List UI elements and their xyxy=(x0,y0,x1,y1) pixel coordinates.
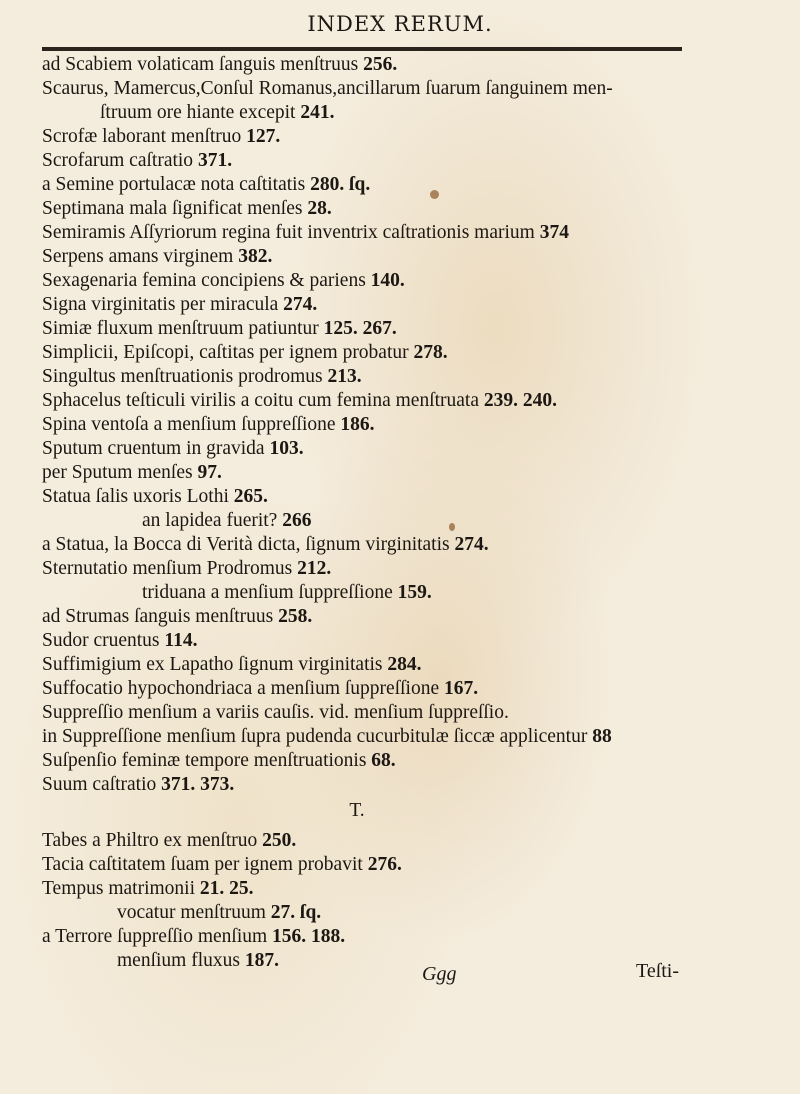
entry-text: Simiæ fluxum menſtruum patiuntur xyxy=(42,318,319,339)
entry-text: Tempus matrimonii xyxy=(42,878,195,899)
index-entry xyxy=(42,221,732,245)
index-entry xyxy=(42,725,732,749)
page-reference: 114. xyxy=(164,630,198,651)
index-entry xyxy=(42,317,732,341)
entry-text: Sexagenaria femina concipiens & pariens xyxy=(42,270,366,291)
entry-text: Scrofarum caſtratio xyxy=(42,150,194,171)
section-letter xyxy=(42,799,732,823)
page-reference: 374 xyxy=(539,222,569,243)
entry-text: Tabes a Philtro ex menſtruo xyxy=(42,830,258,851)
entry-text: Serpens amans virginem xyxy=(42,246,234,267)
index-entry xyxy=(42,901,732,925)
page-reference: 140. xyxy=(370,270,405,291)
page-reference: 21. 25. xyxy=(199,878,254,899)
index-entry xyxy=(42,197,732,221)
page-reference: 213. xyxy=(327,366,362,387)
index-entry xyxy=(42,925,732,949)
index-entry xyxy=(42,485,732,509)
page-reference: 258. xyxy=(278,606,313,627)
entry-text: Scaurus, Mamercus,Conſul Romanus,ancillarum ſuarum ſanguinem men- xyxy=(42,78,613,99)
page-reference: 156. 188. xyxy=(272,926,346,947)
entry-text: Spina ventoſa a menſium ſuppreſſione xyxy=(42,414,336,435)
index-entries xyxy=(42,53,732,973)
entry-text: a Semine portulacæ nota caſtitatis xyxy=(42,174,306,195)
page-reference: 241. xyxy=(300,102,335,123)
page-reference: 265. xyxy=(233,486,268,507)
entry-text: Semiramis Aſſyriorum regina fuit inventrix caſtrationis marium xyxy=(42,222,535,243)
index-entry xyxy=(42,245,732,269)
page-reference: 274. xyxy=(454,534,489,555)
entry-text: ad Strumas ſanguis menſtruus xyxy=(42,606,274,627)
page-reference: 284. xyxy=(387,654,422,675)
ink-stain xyxy=(430,190,439,199)
entry-text: a Terrore ſuppreſſio menſium xyxy=(42,926,268,947)
index-entry xyxy=(42,829,732,853)
entry-text: Sphacelus teſticuli virilis a coitu cum femina menſtruata xyxy=(42,390,479,411)
page-reference: 27. ſq. xyxy=(270,902,322,923)
entry-text: Suum caſtratio xyxy=(42,774,157,795)
index-entry xyxy=(42,581,732,605)
entry-text: triduana a menſium ſuppreſſione xyxy=(142,582,393,603)
entry-text: an lapidea fuerit? xyxy=(142,510,278,531)
index-entry xyxy=(42,557,732,581)
ink-stain xyxy=(449,523,455,531)
page-reference: 280. ſq. xyxy=(310,174,371,195)
page-reference: 276. xyxy=(367,854,402,875)
entry-text: Scrofæ laborant menſtruo xyxy=(42,126,242,147)
index-entry xyxy=(42,877,732,901)
entry-text: Signa virginitatis per miracula xyxy=(42,294,279,315)
page-reference: 127. xyxy=(246,126,281,147)
entry-text: T. xyxy=(349,800,365,821)
entry-text: Statua ſalis uxoris Lothi xyxy=(42,486,229,507)
entry-text: Tacia caſtitatem ſuam per ignem probavit xyxy=(42,854,363,875)
entry-text: Septimana mala ſignificat menſes xyxy=(42,198,303,219)
entry-text: Suppreſſio menſium a variis cauſis. vid. menſium ſuppreſſio. xyxy=(42,702,509,723)
entry-text: per Sputum menſes xyxy=(42,462,193,483)
entry-text: Simplicii, Epiſcopi, caſtitas per ignem probatur xyxy=(42,342,409,363)
entry-text: ſtruum ore hiante excepit xyxy=(100,102,296,123)
index-entry xyxy=(42,533,732,557)
index-entry xyxy=(42,653,732,677)
page-reference: 28. xyxy=(307,198,332,219)
index-entry xyxy=(42,509,732,533)
entry-text: in Suppreſſione menſium ſupra pudenda cucurbitulæ ſiccæ applicentur xyxy=(42,726,588,747)
page-reference: 186. xyxy=(340,414,375,435)
page-reference: 256. xyxy=(363,54,398,75)
index-entry xyxy=(42,77,732,101)
index-entry xyxy=(42,629,732,653)
entry-text: ad Scabiem volaticam ſanguis menſtruus xyxy=(42,54,359,75)
page-reference: 266 xyxy=(282,510,312,531)
entry-text: a Statua, la Bocca di Verità dicta, ſignum virginitatis xyxy=(42,534,450,555)
index-entry xyxy=(42,853,732,877)
index-entry xyxy=(42,173,732,197)
entry-text: Suffimigium ex Lapatho ſignum virginitatis xyxy=(42,654,383,675)
index-entry xyxy=(42,365,732,389)
index-entry xyxy=(42,949,732,973)
page-reference: 187. xyxy=(244,950,279,971)
entry-text: Sputum cruentum in gravida xyxy=(42,438,265,459)
page-reference: 382. xyxy=(238,246,273,267)
index-entry xyxy=(42,269,732,293)
page-reference: 68. xyxy=(371,750,396,771)
page-reference: 97. xyxy=(197,462,222,483)
index-entry xyxy=(42,773,732,797)
index-entry xyxy=(42,125,732,149)
index-entry xyxy=(42,389,732,413)
page-title: INDEX RERUM. xyxy=(307,12,493,36)
entry-text: vocatur menſtruum xyxy=(117,902,266,923)
signature-mark: Ggg xyxy=(422,963,457,985)
page-reference: 239. 240. xyxy=(483,390,557,411)
page-reference: 125. 267. xyxy=(323,318,397,339)
index-entry xyxy=(42,677,732,701)
page-reference: 274. xyxy=(283,294,318,315)
catchword: Teſti- xyxy=(636,960,680,982)
index-entry xyxy=(42,749,732,773)
entry-text: Suffocatio hypochondriaca a menſium ſuppreſſione xyxy=(42,678,440,699)
index-entry xyxy=(42,341,732,365)
header-rule xyxy=(42,47,682,51)
page-reference: 371. 373. xyxy=(161,774,235,795)
index-entry xyxy=(42,101,732,125)
page-reference: 278. xyxy=(413,342,448,363)
entry-text: Suſpenſio feminæ tempore menſtruationis xyxy=(42,750,367,771)
index-entry xyxy=(42,413,732,437)
page-reference: 159. xyxy=(397,582,432,603)
entry-text: Singultus menſtruationis prodromus xyxy=(42,366,323,387)
page-reference: 371. xyxy=(197,150,233,171)
entry-text: menſium fluxus xyxy=(117,950,240,971)
page-reference: 167. xyxy=(444,678,479,699)
index-entry xyxy=(42,461,732,485)
entry-text: Sternutatio menſium Prodromus xyxy=(42,558,293,579)
index-entry xyxy=(42,605,732,629)
entry-text: Sudor cruentus xyxy=(42,630,160,651)
page-reference: 103. xyxy=(269,438,304,459)
page-reference: 212. xyxy=(297,558,332,579)
page-reference: 250. xyxy=(262,830,297,851)
index-entry xyxy=(42,53,732,77)
page-reference: 88 xyxy=(592,726,612,747)
index-entry xyxy=(42,701,732,725)
index-entry xyxy=(42,437,732,461)
index-entry xyxy=(42,149,732,173)
index-entry xyxy=(42,293,732,317)
